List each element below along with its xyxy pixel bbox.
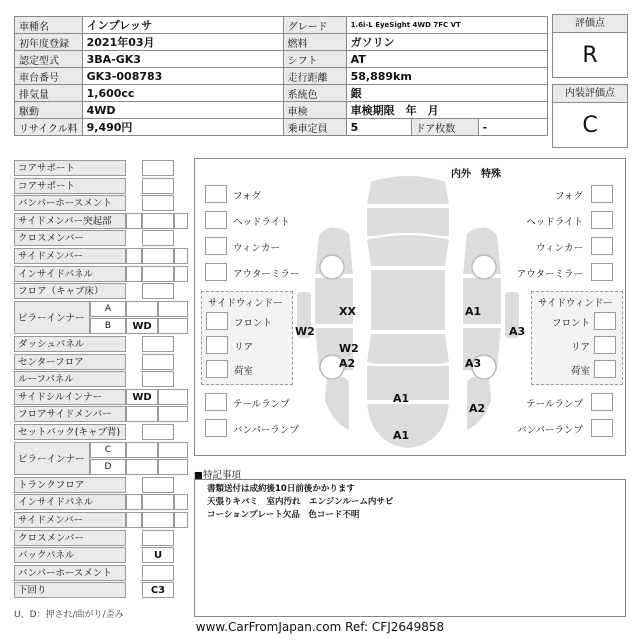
side-window-right-cargo-checkbox[interactable] bbox=[594, 360, 616, 378]
side-window-right-cargo-label: 荷室 bbox=[570, 366, 590, 377]
section-status-cell[interactable] bbox=[142, 266, 174, 282]
notes-line: 書類送付は成約後10日前後かかります bbox=[207, 484, 355, 494]
spec-label: 系統色 bbox=[283, 85, 346, 102]
section-status-cell[interactable] bbox=[174, 248, 188, 264]
section-status-cell[interactable]: U bbox=[142, 547, 174, 563]
spec-label: 駆動 bbox=[15, 102, 83, 119]
side-window-left-front-checkbox[interactable] bbox=[206, 312, 228, 330]
damage-code: XX bbox=[339, 305, 356, 318]
section-label: フロアサイドメンバー bbox=[14, 406, 126, 422]
damage-code: A1 bbox=[465, 305, 482, 318]
mirror-right-checkbox[interactable] bbox=[591, 263, 613, 281]
damage-code: W2 bbox=[339, 342, 359, 355]
section-status-cell[interactable] bbox=[142, 213, 174, 229]
spec-label: 燃料 bbox=[283, 34, 346, 51]
section-status-cell[interactable] bbox=[158, 318, 188, 334]
winker-left-label: ウィンカー bbox=[233, 243, 280, 254]
spec-value: 5 bbox=[346, 119, 411, 136]
section-status-cell[interactable] bbox=[158, 406, 188, 422]
side-window-right-title: サイドウィンドー bbox=[538, 298, 613, 309]
winker-left-checkbox[interactable] bbox=[205, 237, 227, 255]
section-status-cell[interactable] bbox=[126, 248, 142, 264]
damage-code: A1 bbox=[393, 429, 410, 442]
spec-value: インプレッサ bbox=[82, 17, 283, 34]
mirror-left-checkbox[interactable] bbox=[205, 263, 227, 281]
damage-legend: U、D：押され/曲がり/歪み bbox=[14, 610, 124, 620]
tail-lamp-right-checkbox[interactable] bbox=[591, 393, 613, 411]
section-label: サイドメンバー突起部 bbox=[14, 213, 126, 229]
overall-grade-label: 評価点 bbox=[553, 15, 627, 33]
spec-value: 58,889km bbox=[346, 68, 547, 85]
fog-left-checkbox[interactable] bbox=[205, 185, 227, 203]
diagram-title: 内外 特殊 bbox=[451, 169, 501, 180]
fog-right-checkbox[interactable] bbox=[591, 185, 613, 203]
overall-grade-box bbox=[552, 14, 628, 78]
spec-row bbox=[15, 34, 548, 51]
spec-row bbox=[15, 17, 548, 34]
section-status-cell[interactable] bbox=[142, 477, 174, 493]
section-label: クロスメンバー bbox=[14, 230, 126, 246]
spec-label: 認定型式 bbox=[15, 51, 83, 68]
spec-value: 3BA-GK3 bbox=[82, 51, 283, 68]
section-sublabel: C bbox=[90, 442, 126, 458]
section-status-cell[interactable] bbox=[142, 336, 174, 352]
section-label: トランクフロア bbox=[14, 477, 126, 493]
spec-label: リサイクル料 bbox=[15, 119, 83, 136]
notes-title: ■特記事項 bbox=[194, 470, 241, 481]
section-label: インサイドパネル bbox=[14, 494, 126, 510]
section-status-cell[interactable] bbox=[158, 459, 188, 475]
spec-row bbox=[15, 68, 548, 85]
side-window-left-rear-checkbox[interactable] bbox=[206, 336, 228, 354]
side-window-left-cargo-label: 荷室 bbox=[234, 366, 254, 377]
section-label: コアサポート bbox=[14, 160, 126, 176]
fog-right-label: フォグ bbox=[554, 191, 583, 202]
fog-left-label: フォグ bbox=[233, 191, 262, 202]
section-status-cell[interactable] bbox=[142, 283, 174, 299]
section-label: センターフロア bbox=[14, 354, 126, 370]
overall-grade-value: R bbox=[582, 42, 598, 68]
interior-grade-label: 内装評価点 bbox=[553, 85, 627, 103]
footer-watermark: www.CarFromJapan.com Ref: CFJ2649858 bbox=[195, 620, 445, 634]
spec-row bbox=[15, 51, 548, 68]
notes-line: コーションプレート欠品 色コード不明 bbox=[207, 510, 360, 520]
side-window-left-cargo-checkbox[interactable] bbox=[206, 360, 228, 378]
section-label: サイドメンバー bbox=[14, 248, 126, 264]
side-window-left-panel bbox=[201, 291, 293, 385]
car-outline-icon bbox=[290, 175, 526, 455]
damage-code: W2 bbox=[295, 325, 315, 338]
section-status-cell[interactable] bbox=[142, 494, 174, 510]
spec-label: 排気量 bbox=[15, 85, 83, 102]
section-label: サイドシルインナー bbox=[14, 389, 126, 405]
section-status-cell[interactable] bbox=[126, 213, 142, 229]
side-window-right-panel bbox=[531, 291, 623, 385]
interior-grade-box bbox=[552, 84, 628, 148]
section-label: バンパーホースメント bbox=[14, 195, 126, 211]
section-status-cell[interactable] bbox=[142, 530, 174, 546]
section-label: ピラーインナー bbox=[14, 442, 90, 476]
winker-right-checkbox[interactable] bbox=[591, 237, 613, 255]
section-label: サイドメンバー bbox=[14, 512, 126, 528]
notes-line: 天張りキバミ 室内汚れ エンジンルーム内サビ bbox=[207, 497, 394, 507]
spec-label: 走行距離 bbox=[283, 68, 346, 85]
section-status-cell[interactable] bbox=[126, 406, 158, 422]
section-status-cell[interactable] bbox=[158, 442, 188, 458]
section-status-cell[interactable] bbox=[174, 512, 188, 528]
section-label: 下回り bbox=[14, 582, 126, 598]
spec-value: 9,490円 bbox=[82, 119, 283, 136]
tail-lamp-left-checkbox[interactable] bbox=[205, 393, 227, 411]
section-status-cell[interactable] bbox=[142, 178, 174, 194]
spec-value: - bbox=[478, 119, 547, 136]
side-window-right-rear-label: リア bbox=[570, 342, 590, 353]
spec-value: AT bbox=[346, 51, 547, 68]
side-window-left-title: サイドウィンドー bbox=[208, 298, 283, 309]
section-status-cell[interactable]: C3 bbox=[142, 582, 174, 598]
spec-value: GK3-008783 bbox=[82, 68, 283, 85]
car-diagram bbox=[194, 158, 626, 456]
section-status-cell[interactable]: WD bbox=[126, 318, 158, 334]
mirror-right-label: アウターミラー bbox=[516, 269, 583, 280]
spec-value: 2021年03月 bbox=[82, 34, 283, 51]
side-window-left-rear-label: リア bbox=[234, 342, 254, 353]
tail-lamp-right-label: テールランプ bbox=[526, 399, 583, 410]
spec-label: 初年度登録 bbox=[15, 34, 83, 51]
section-status-cell[interactable] bbox=[142, 512, 174, 528]
damage-code: A1 bbox=[393, 392, 410, 405]
interior-grade-value: C bbox=[582, 112, 598, 138]
spec-row bbox=[15, 85, 548, 102]
section-label: ダッシュパネル bbox=[14, 336, 126, 352]
section-label: ピラーインナー bbox=[14, 301, 90, 335]
headlight-left-checkbox[interactable] bbox=[205, 211, 227, 229]
section-sublabel: B bbox=[90, 318, 126, 334]
damage-code: A3 bbox=[509, 325, 526, 338]
section-status-cell[interactable] bbox=[158, 301, 188, 317]
section-status-cell[interactable] bbox=[142, 160, 174, 176]
spec-row bbox=[15, 119, 548, 136]
tail-lamp-left-label: テールランプ bbox=[233, 399, 290, 410]
section-status-cell[interactable] bbox=[142, 424, 174, 440]
spec-label: グレード bbox=[283, 17, 346, 34]
section-status-cell[interactable] bbox=[142, 354, 174, 370]
spec-value: 1,600cc bbox=[82, 85, 283, 102]
spec-label: ドア枚数 bbox=[411, 119, 478, 136]
section-label: クロスメンバー bbox=[14, 530, 126, 546]
bumper-lamp-right-checkbox[interactable] bbox=[591, 419, 613, 437]
section-status-cell[interactable] bbox=[142, 248, 174, 264]
damage-code: A2 bbox=[339, 357, 356, 370]
section-status-cell[interactable] bbox=[142, 230, 174, 246]
spec-value: 車検期限 年 月 bbox=[346, 102, 547, 119]
side-window-right-rear-checkbox[interactable] bbox=[594, 336, 616, 354]
bumper-lamp-left-checkbox[interactable] bbox=[205, 419, 227, 437]
spec-label: 車検 bbox=[283, 102, 346, 119]
spec-label: 車種名 bbox=[15, 17, 83, 34]
section-status-cell[interactable] bbox=[126, 442, 158, 458]
side-window-left-front-label: フロント bbox=[234, 318, 273, 329]
section-label: インサイドパネル bbox=[14, 266, 126, 282]
section-status-cell[interactable] bbox=[142, 565, 174, 581]
spec-label: シフト bbox=[283, 51, 346, 68]
section-label: フロア（キャブ床） bbox=[14, 283, 126, 299]
section-sublabel: A bbox=[90, 301, 126, 317]
section-status-cell[interactable] bbox=[174, 494, 188, 510]
section-status-cell[interactable]: WD bbox=[126, 389, 158, 405]
headlight-left-label: ヘッドライト bbox=[233, 217, 290, 228]
bumper-lamp-left-label: バンパーランプ bbox=[233, 425, 299, 436]
spec-value: 銀 bbox=[346, 85, 547, 102]
spec-value: ガソリン bbox=[346, 34, 547, 51]
section-label: ルーフパネル bbox=[14, 371, 126, 387]
notes-box bbox=[194, 479, 626, 617]
bumper-lamp-right-label: バンパーランプ bbox=[517, 425, 583, 436]
section-status-cell[interactable] bbox=[142, 195, 174, 211]
section-label: バックパネル bbox=[14, 547, 126, 563]
section-status-cell[interactable] bbox=[126, 459, 158, 475]
section-status-cell[interactable] bbox=[126, 494, 142, 510]
section-label: バンパーホースメント bbox=[14, 565, 126, 581]
spec-label: 車台番号 bbox=[15, 68, 83, 85]
winker-right-label: ウィンカー bbox=[536, 243, 583, 254]
spec-value: 1.6i-L EyeSight 4WD 7FC VT bbox=[346, 17, 547, 34]
section-label: コアサポート bbox=[14, 178, 126, 194]
section-status-cell[interactable] bbox=[142, 371, 174, 387]
damage-code: A2 bbox=[469, 402, 486, 415]
damage-code: A3 bbox=[465, 357, 482, 370]
section-status-cell[interactable] bbox=[158, 389, 188, 405]
spec-table bbox=[14, 16, 548, 136]
section-sublabel: D bbox=[90, 459, 126, 475]
mirror-left-label: アウターミラー bbox=[233, 269, 300, 280]
headlight-right-label: ヘッドライト bbox=[526, 217, 583, 228]
section-status-cell[interactable] bbox=[174, 266, 188, 282]
section-status-cell[interactable] bbox=[126, 301, 158, 317]
section-status-cell[interactable] bbox=[126, 266, 142, 282]
headlight-right-checkbox[interactable] bbox=[591, 211, 613, 229]
side-window-right-front-checkbox[interactable] bbox=[594, 312, 616, 330]
spec-row bbox=[15, 102, 548, 119]
section-label: セットバック(キャブ背) bbox=[14, 424, 126, 440]
section-status-cell[interactable] bbox=[126, 512, 142, 528]
spec-label: 乗車定員 bbox=[283, 119, 346, 136]
side-window-right-front-label: フロント bbox=[551, 318, 590, 329]
spec-value: 4WD bbox=[82, 102, 283, 119]
section-status-cell[interactable] bbox=[174, 213, 188, 229]
